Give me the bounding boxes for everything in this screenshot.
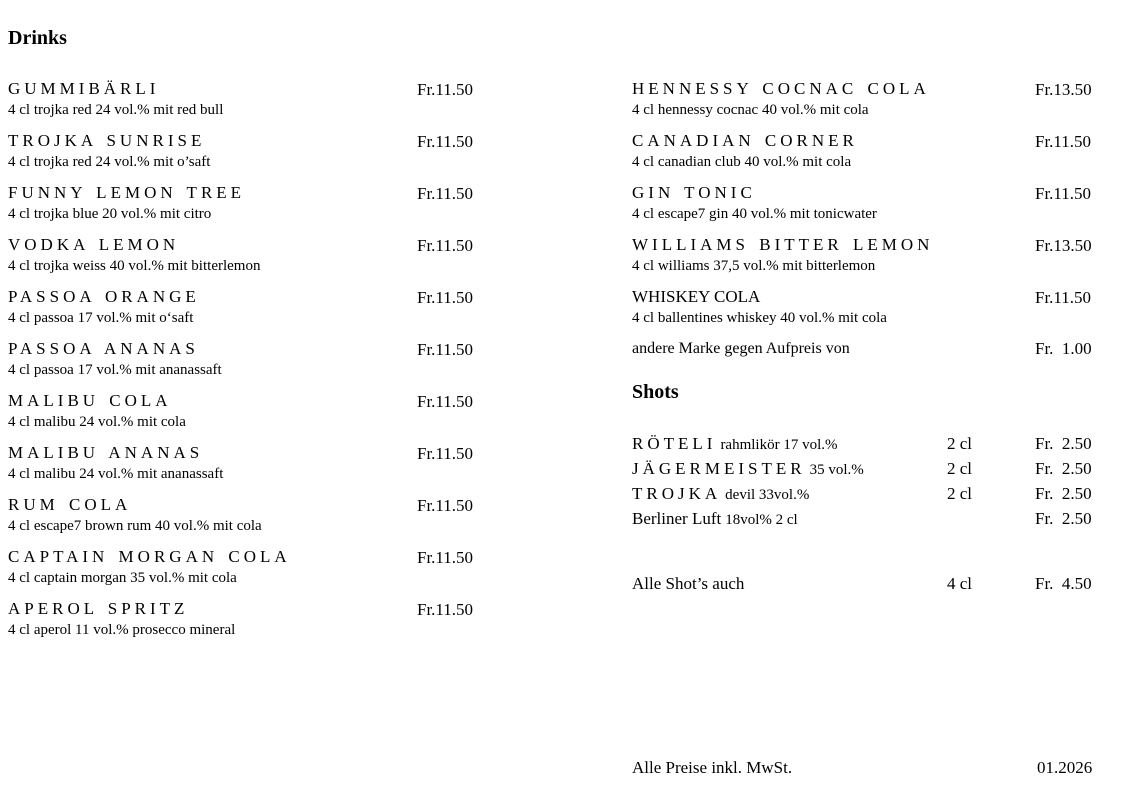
menu-item-row	[632, 234, 1118, 276]
menu-item-price: Fr.11.50	[417, 340, 474, 359]
menu-item-row	[8, 338, 498, 380]
menu-item-row	[8, 78, 498, 120]
menu-item-description: 4 cl malibu 24 vol.% mit cola	[8, 414, 186, 430]
shot-size: 2 cl	[947, 434, 973, 453]
shot-detail: 35 vol.%	[809, 462, 864, 478]
menu-item-description: 4 cl trojka blue 20 vol.% mit citro	[8, 206, 212, 222]
menu-item-description: 4 cl hennessy cocnac 40 vol.% mit cola	[632, 102, 869, 118]
shot-row	[632, 457, 1118, 482]
menu-item-name: PASSOA ANANAS	[8, 339, 199, 358]
menu-item-price: Fr.11.50	[417, 444, 474, 463]
menu-item-name: RUM COLA	[8, 495, 132, 514]
footer-date: 01.2026	[1037, 758, 1093, 777]
shot-row	[632, 432, 1118, 457]
menu-item-name: PASSOA ORANGE	[8, 287, 200, 306]
shot-name: Berliner Luft	[632, 509, 722, 528]
menu-item-price: Fr.11.50	[417, 236, 474, 255]
menu-item-row	[632, 286, 1118, 328]
menu-item-description: 4 cl canadian club 40 vol.% mit cola	[632, 154, 852, 170]
menu-item-description: 4 cl escape7 gin 40 vol.% mit tonicwater	[632, 206, 877, 222]
menu-item-description: 4 cl escape7 brown rum 40 vol.% mit cola	[8, 518, 262, 534]
menu-item-description: 4 cl aperol 11 vol.% prosecco mineral	[8, 622, 236, 638]
menu-item-description: 4 cl trojka red 24 vol.% mit o’saft	[8, 154, 211, 170]
shot-name: TROJKA	[632, 484, 722, 503]
shot-size: 2 cl	[947, 459, 973, 478]
menu-item-price: Fr.11.50	[1035, 288, 1092, 307]
menu-item-price: Fr.11.50	[1035, 132, 1092, 151]
menu-item-price: Fr.11.50	[417, 548, 474, 567]
menu-item-price: Fr.11.50	[417, 184, 474, 203]
shots-heading: Shots	[632, 381, 679, 403]
menu-item-row	[8, 182, 498, 224]
shot-size: 2 cl	[947, 484, 973, 503]
menu-item-price: Fr.13.50	[1035, 236, 1092, 255]
drinks-column-right	[632, 78, 1118, 597]
menu-item-name: MALIBU COLA	[8, 391, 172, 410]
menu-item-row	[8, 390, 498, 432]
all-shots-label: Alle Shot’s auch	[632, 574, 745, 593]
shot-name: JÄGERMEISTER	[632, 459, 806, 478]
menu-item-price: Fr.11.50	[1035, 184, 1092, 203]
menu-item-price: Fr.11.50	[417, 132, 474, 151]
menu-item-description: 4 cl ballentines whiskey 40 vol.% mit cola	[632, 310, 887, 326]
shot-name: RÖTELI	[632, 434, 717, 453]
menu-item-description: 4 cl passoa 17 vol.% mit ananassaft	[8, 362, 222, 378]
shot-detail: devil 33vol.%	[725, 487, 810, 503]
menu-item-row	[632, 130, 1118, 172]
menu-item-name: FUNNY LEMON TREE	[8, 183, 246, 202]
menu-item-row	[8, 130, 498, 172]
shot-price: Fr. 2.50	[1035, 459, 1092, 478]
menu-item-name: VODKA LEMON	[8, 235, 180, 254]
menu-item-description: 4 cl captain morgan 35 vol.% mit cola	[8, 570, 237, 586]
shot-price: Fr. 2.50	[1035, 484, 1092, 503]
menu-item-row	[8, 234, 498, 276]
all-shots-size: 4 cl	[947, 574, 973, 593]
surcharge-row	[632, 338, 1118, 360]
menu-item-name: WHISKEY COLA	[632, 287, 761, 306]
menu-item-row	[8, 286, 498, 328]
menu-item-row	[8, 598, 498, 640]
menu-item-price: Fr.13.50	[1035, 80, 1092, 99]
menu-item-name: GIN TONIC	[632, 183, 756, 202]
shot-detail: rahmlikör 17 vol.%	[720, 437, 838, 453]
menu-item-row	[8, 546, 498, 588]
menu-item-price: Fr.11.50	[417, 80, 474, 99]
menu-item-name: APEROL SPRITZ	[8, 599, 189, 618]
menu-item-name: HENNESSY COCNAC COLA	[632, 79, 930, 98]
menu-item-row	[632, 182, 1118, 224]
menu-item-name: CANADIAN CORNER	[632, 131, 858, 150]
menu-item-price: Fr.11.50	[417, 496, 474, 515]
surcharge-price: Fr. 1.00	[1035, 339, 1092, 358]
all-shots-row	[632, 572, 1118, 597]
drinks-column-left	[8, 78, 498, 650]
shot-detail: 18vol% 2 cl	[725, 512, 798, 528]
menu-item-price: Fr.11.50	[417, 288, 474, 307]
menu-item-name: MALIBU ANANAS	[8, 443, 204, 462]
menu-item-price: Fr.11.50	[417, 392, 474, 411]
menu-item-name: CAPTAIN MORGAN COLA	[8, 547, 291, 566]
menu-item-name: TROJKA SUNRISE	[8, 131, 206, 150]
menu-item-description: 4 cl williams 37,5 vol.% mit bitterlemon	[632, 258, 876, 274]
menu-item-row	[8, 442, 498, 484]
menu-item-name: WILLIAMS BITTER LEMON	[632, 235, 934, 254]
drinks-heading: Drinks	[8, 27, 67, 49]
shot-price: Fr. 2.50	[1035, 509, 1092, 528]
menu-item-name: GUMMIBÄRLI	[8, 79, 160, 98]
shot-row	[632, 507, 1118, 532]
menu-item-description: 4 cl trojka weiss 40 vol.% mit bitterlemon	[8, 258, 261, 274]
menu-item-description: 4 cl malibu 24 vol.% mit ananassaft	[8, 466, 224, 482]
menu-item-row	[8, 494, 498, 536]
menu-item-description: 4 cl passoa 17 vol.% mit o‘saft	[8, 310, 194, 326]
all-shots-price: Fr. 4.50	[1035, 574, 1092, 593]
menu-item-price: Fr.11.50	[417, 600, 474, 619]
footer	[632, 756, 1118, 781]
footer-vat-note: Alle Preise inkl. MwSt.	[632, 758, 793, 777]
shot-row	[632, 482, 1118, 507]
menu-item-row	[632, 78, 1118, 120]
surcharge-label: andere Marke gegen Aufpreis von	[632, 340, 850, 357]
menu-item-description: 4 cl trojka red 24 vol.% mit red bull	[8, 102, 224, 118]
shot-price: Fr. 2.50	[1035, 434, 1092, 453]
shots-table	[632, 432, 1118, 532]
